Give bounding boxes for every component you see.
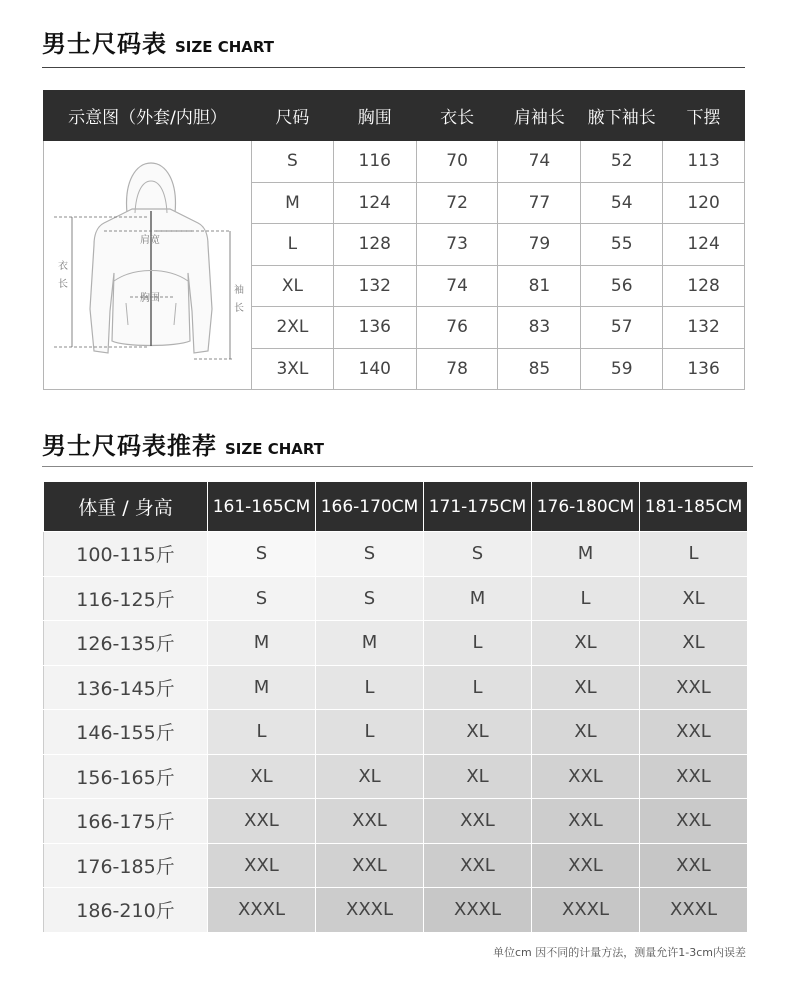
table-row (44, 888, 748, 933)
cell-size: L (424, 621, 532, 666)
recommend-title-en: SIZE CHART (225, 440, 325, 458)
table-row (44, 532, 748, 577)
cell-length: 76 (416, 307, 498, 349)
cell-size: M (208, 665, 316, 710)
cell-hem: 132 (663, 307, 745, 349)
cell-size: M (208, 621, 316, 666)
footnote: 单位cm 因不同的计量方法，测量允许1-3cm内误差 (493, 946, 746, 959)
cell-size: XXXL (640, 888, 748, 933)
table-row (44, 710, 748, 755)
cell-size: L (640, 532, 748, 577)
cell-size: XL (532, 621, 640, 666)
cell-length: 72 (416, 182, 498, 224)
header-size: 尺码 (251, 91, 333, 141)
cell-length: 73 (416, 224, 498, 266)
cell-size: S (251, 141, 333, 183)
cell-size: L (316, 665, 424, 710)
size-chart-title-cn: 男士尺码表 (42, 30, 167, 58)
cell-hem: 128 (663, 265, 745, 307)
header-diagram: 示意图（外套/内胆） (44, 91, 252, 141)
cell-size: L (532, 576, 640, 621)
cell-size: S (424, 532, 532, 577)
cell-size: XXL (640, 754, 748, 799)
cell-size: XL (316, 754, 424, 799)
diagram-label-chest: 胸围 (140, 293, 161, 304)
cell-weight: 176-185斤 (44, 843, 208, 888)
cell-weight: 100-115斤 (44, 532, 208, 577)
table-row (44, 576, 748, 621)
cell-weight: 166-175斤 (44, 799, 208, 844)
cell-size: XXL (316, 799, 424, 844)
cell-underarm-sleeve: 52 (581, 141, 663, 183)
table-row (44, 843, 748, 888)
diagram-label-length-1: 衣 (58, 261, 69, 272)
cell-size: 2XL (251, 307, 333, 349)
cell-chest: 124 (333, 182, 416, 224)
cell-size: M (424, 576, 532, 621)
table-header-row (44, 482, 748, 532)
cell-size: XL (251, 265, 333, 307)
cell-size: XXXL (208, 888, 316, 933)
cell-weight: 186-210斤 (44, 888, 208, 933)
cell-size: M (532, 532, 640, 577)
header-length: 衣长 (416, 91, 498, 141)
cell-size: XXL (640, 665, 748, 710)
divider (42, 466, 753, 467)
cell-shoulder-sleeve: 74 (498, 141, 581, 183)
cell-size: S (316, 576, 424, 621)
cell-weight: 126-135斤 (44, 621, 208, 666)
size-chart-table (43, 90, 745, 390)
cell-size: XXL (640, 843, 748, 888)
header-underarm-sleeve: 腋下袖长 (581, 91, 663, 141)
size-chart-title-en: SIZE CHART (175, 38, 275, 56)
cell-size: XXXL (316, 888, 424, 933)
cell-weight: 116-125斤 (44, 576, 208, 621)
cell-hem: 120 (663, 182, 745, 224)
cell-size: XXL (316, 843, 424, 888)
cell-size: S (208, 532, 316, 577)
cell-chest: 140 (333, 348, 416, 390)
cell-shoulder-sleeve: 83 (498, 307, 581, 349)
header-height: 181-185CM (640, 482, 748, 532)
cell-size: 3XL (251, 348, 333, 390)
cell-size: XXXL (424, 888, 532, 933)
cell-weight: 146-155斤 (44, 710, 208, 755)
divider (42, 67, 745, 68)
cell-underarm-sleeve: 59 (581, 348, 663, 390)
cell-chest: 136 (333, 307, 416, 349)
table-header-row (44, 91, 745, 141)
cell-hem: 124 (663, 224, 745, 266)
header-height: 166-170CM (316, 482, 424, 532)
header-height: 176-180CM (532, 482, 640, 532)
header-chest: 胸围 (333, 91, 416, 141)
cell-chest: 128 (333, 224, 416, 266)
cell-size: XL (532, 710, 640, 755)
diagram-label-sleeve-1: 袖 (234, 285, 245, 296)
table-row (44, 141, 745, 183)
cell-underarm-sleeve: 57 (581, 307, 663, 349)
cell-size: XXL (640, 710, 748, 755)
diagram-label-shoulder: 肩宽 (140, 235, 161, 246)
recommend-title-cn: 男士尺码表推荐 (42, 432, 217, 460)
header-height: 171-175CM (424, 482, 532, 532)
cell-size: XXL (424, 843, 532, 888)
cell-size: XL (640, 576, 748, 621)
cell-shoulder-sleeve: 79 (498, 224, 581, 266)
cell-size: XL (532, 665, 640, 710)
diagram-label-sleeve-2: 长 (234, 303, 245, 314)
jacket-diagram (44, 141, 250, 384)
cell-underarm-sleeve: 55 (581, 224, 663, 266)
cell-size: S (316, 532, 424, 577)
cell-size: XL (208, 754, 316, 799)
recommend-chart-heading (42, 426, 324, 461)
cell-size: XXL (640, 799, 748, 844)
cell-size: L (424, 665, 532, 710)
recommend-table (43, 481, 748, 933)
cell-size: L (251, 224, 333, 266)
cell-size: XXXL (532, 888, 640, 933)
cell-hem: 136 (663, 348, 745, 390)
cell-length: 70 (416, 141, 498, 183)
cell-shoulder-sleeve: 77 (498, 182, 581, 224)
table-row (44, 621, 748, 666)
cell-underarm-sleeve: 56 (581, 265, 663, 307)
cell-shoulder-sleeve: 85 (498, 348, 581, 390)
cell-chest: 116 (333, 141, 416, 183)
cell-size: S (208, 576, 316, 621)
cell-size: XXL (532, 754, 640, 799)
cell-size: XXL (208, 843, 316, 888)
cell-hem: 113 (663, 141, 745, 183)
cell-shoulder-sleeve: 81 (498, 265, 581, 307)
cell-size: XXL (208, 799, 316, 844)
cell-size: XL (424, 754, 532, 799)
diagram-cell (44, 141, 252, 390)
cell-size: XXL (532, 799, 640, 844)
cell-size: L (208, 710, 316, 755)
cell-size: M (251, 182, 333, 224)
cell-weight: 156-165斤 (44, 754, 208, 799)
header-height: 161-165CM (208, 482, 316, 532)
cell-size: M (316, 621, 424, 666)
header-weight-height: 体重 / 身高 (44, 482, 208, 532)
cell-size: XXL (424, 799, 532, 844)
cell-underarm-sleeve: 54 (581, 182, 663, 224)
cell-length: 78 (416, 348, 498, 390)
cell-size: L (316, 710, 424, 755)
header-hem: 下摆 (663, 91, 745, 141)
cell-size: XL (424, 710, 532, 755)
table-row (44, 665, 748, 710)
cell-weight: 136-145斤 (44, 665, 208, 710)
cell-length: 74 (416, 265, 498, 307)
table-row (44, 754, 748, 799)
size-chart-heading (42, 24, 274, 59)
cell-size: XXL (532, 843, 640, 888)
header-shoulder-sleeve: 肩袖长 (498, 91, 581, 141)
table-row (44, 799, 748, 844)
diagram-label-length-2: 长 (58, 279, 69, 290)
cell-chest: 132 (333, 265, 416, 307)
cell-size: XL (640, 621, 748, 666)
